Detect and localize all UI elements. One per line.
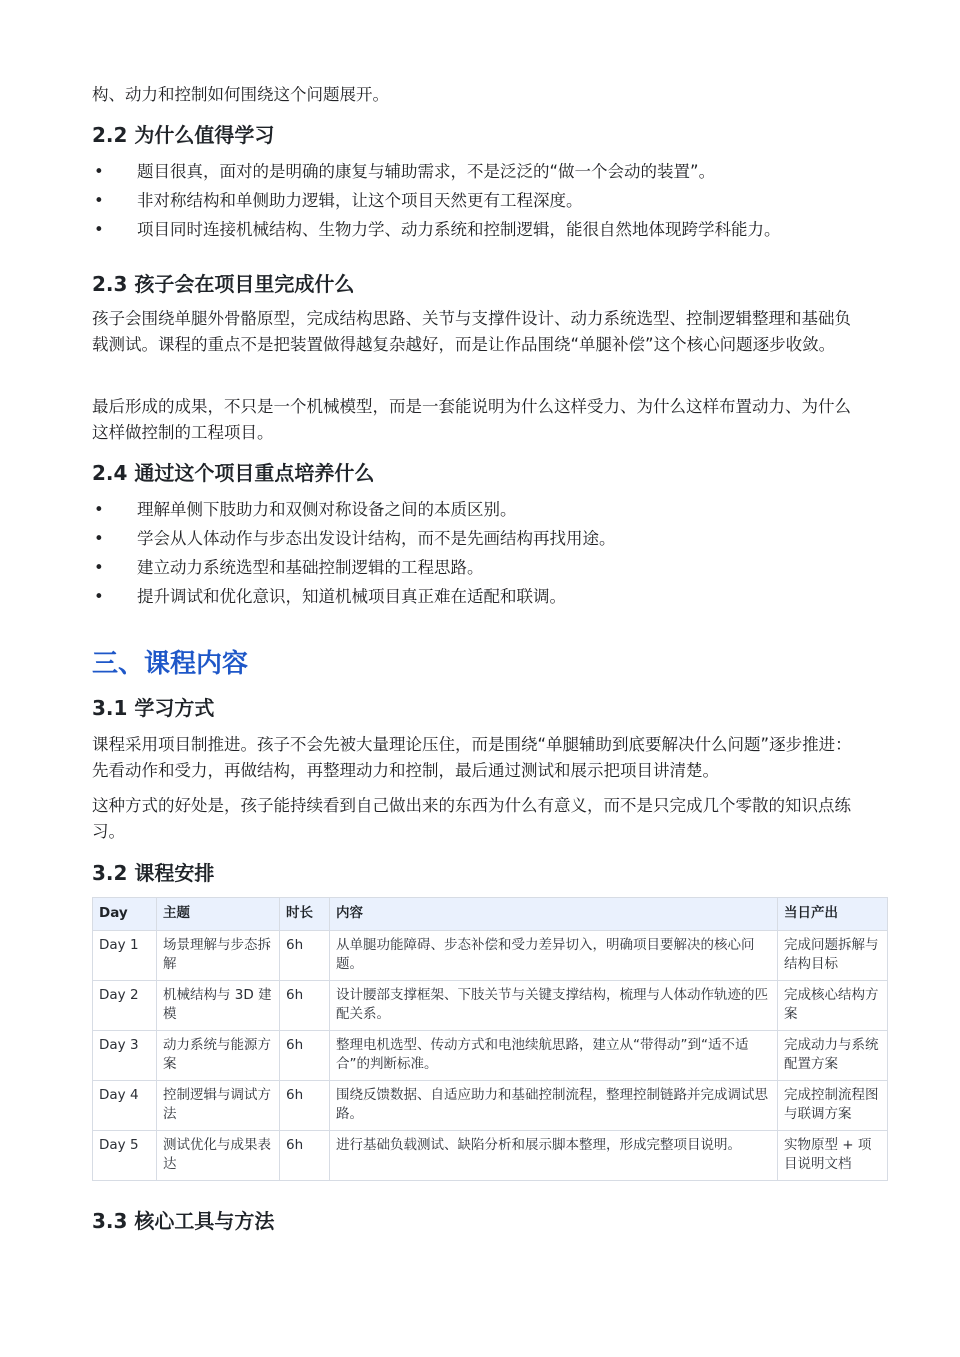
- section-2-3-paragraph-1: 孩子会围绕单腿外骨骼原型，完成结构思路、关节与支撑件设计、动力系统选型、控制逻辑整理和基础负载测试。课程的重点不是把装置做得越复杂越好，而是让作品围绕“单腿补偿”这个核心问题逐步收敛。: [92, 309, 851, 354]
- table-row: [93, 1080, 888, 1130]
- list-item: • 提升调试和优化意识，知道机械项目真正难在适配和联调。: [92, 582, 888, 611]
- cell-duration: 6h: [280, 1130, 330, 1180]
- section-2-3-heading: 2.3 孩子会在项目里完成什么: [92, 272, 355, 296]
- cell-output: 完成动力与系统配置方案: [778, 1030, 888, 1080]
- cell-topic: 动力系统与能源方案: [157, 1030, 280, 1080]
- section-3-2-heading: 3.2 课程安排: [92, 861, 215, 885]
- column-header-duration: 时长: [280, 898, 330, 931]
- bullet-icon: •: [94, 558, 104, 577]
- cell-output: 实物原型 + 项目说明文档: [778, 1130, 888, 1180]
- table-row: [93, 1030, 888, 1080]
- table-row: [93, 930, 888, 980]
- cell-output: 完成核心结构方案: [778, 980, 888, 1030]
- section-2-4-list: [92, 495, 888, 611]
- cell-day: Day 1: [93, 930, 157, 980]
- column-header-output: 当日产出: [778, 898, 888, 931]
- cell-content: 设计腰部支撑框架、下肢关节与关键支撑结构，梳理与人体动作轨迹的匹配关系。: [330, 980, 778, 1030]
- section-3-1-paragraph-1: 课程采用项目制推进。孩子不会先被大量理论压住，而是围绕“单腿辅助到底要解决什么问题”逐步推进：先看动作和受力，再做结构，再整理动力和控制，最后通过测试和展示把项目讲清楚。: [92, 735, 852, 780]
- bullet-icon: •: [94, 220, 104, 239]
- cell-duration: 6h: [280, 930, 330, 980]
- bullet-icon: •: [94, 500, 104, 519]
- bullet-icon: •: [94, 587, 104, 606]
- cell-content: 围绕反馈数据、自适应助力和基础控制流程，整理控制链路并完成调试思路。: [330, 1080, 778, 1130]
- table-row: [93, 980, 888, 1030]
- intro-tail-text: 构、动力和控制如何围绕这个问题展开。: [92, 85, 389, 104]
- cell-duration: 6h: [280, 1080, 330, 1130]
- section-3-3-heading: 3.3 核心工具与方法: [92, 1209, 275, 1233]
- cell-topic: 测试优化与成果表达: [157, 1130, 280, 1180]
- list-item: • 学会从人体动作与步态出发设计结构，而不是先画结构再找用途。: [92, 524, 888, 553]
- cell-content: 从单腿功能障碍、步态补偿和受力差异切入，明确项目要解决的核心问题。: [330, 930, 778, 980]
- section-2-2-list: [92, 157, 888, 244]
- cell-day: Day 5: [93, 1130, 157, 1180]
- table-row: [93, 1130, 888, 1180]
- cell-topic: 场景理解与步态拆解: [157, 930, 280, 980]
- section-3-1-heading: 3.1 学习方式: [92, 696, 215, 720]
- column-header-topic: 主题: [157, 898, 280, 931]
- bullet-icon: •: [94, 191, 104, 210]
- column-header-content: 内容: [330, 898, 778, 931]
- section-3-heading: 三、课程内容: [92, 649, 249, 679]
- cell-topic: 机械结构与 3D 建模: [157, 980, 280, 1030]
- table-header-row: [93, 898, 888, 931]
- section-2-4-heading: 2.4 通过这个项目重点培养什么: [92, 461, 375, 485]
- cell-day: Day 3: [93, 1030, 157, 1080]
- schedule-table: [92, 897, 888, 1181]
- cell-output: 完成问题拆解与结构目标: [778, 930, 888, 980]
- cell-content: 整理电机选型、传动方式和电池续航思路，建立从“带得动”到“适不适合”的判断标准。: [330, 1030, 778, 1080]
- list-item: • 题目很真，面对的是明确的康复与辅助需求，不是泛泛的“做一个会动的装置”。: [92, 157, 888, 186]
- column-header-day: Day: [93, 898, 157, 931]
- cell-day: Day 2: [93, 980, 157, 1030]
- cell-day: Day 4: [93, 1080, 157, 1130]
- section-2-2-heading: 2.2 为什么值得学习: [92, 123, 275, 147]
- cell-content: 进行基础负载测试、缺陷分析和展示脚本整理，形成完整项目说明。: [330, 1130, 778, 1180]
- bullet-icon: •: [94, 162, 104, 181]
- cell-output: 完成控制流程图与联调方案: [778, 1080, 888, 1130]
- cell-topic: 控制逻辑与调试方法: [157, 1080, 280, 1130]
- cell-duration: 6h: [280, 980, 330, 1030]
- cell-duration: 6h: [280, 1030, 330, 1080]
- bullet-icon: •: [94, 529, 104, 548]
- list-item: • 项目同时连接机械结构、生物力学、动力系统和控制逻辑，能很自然地体现跨学科能力。: [92, 215, 888, 244]
- list-item: • 建立动力系统选型和基础控制逻辑的工程思路。: [92, 553, 888, 582]
- list-item: • 理解单侧下肢助力和双侧对称设备之间的本质区别。: [92, 495, 888, 524]
- list-item: • 非对称结构和单侧助力逻辑，让这个项目天然更有工程深度。: [92, 186, 888, 215]
- section-2-3-paragraph-2: 最后形成的成果，不只是一个机械模型，而是一套能说明为什么这样受力、为什么这样布置动力、为什么这样做控制的工程项目。: [92, 397, 851, 442]
- section-3-1-paragraph-2: 这种方式的好处是，孩子能持续看到自己做出来的东西为什么有意义，而不是只完成几个零散的知识点练习。: [92, 796, 851, 841]
